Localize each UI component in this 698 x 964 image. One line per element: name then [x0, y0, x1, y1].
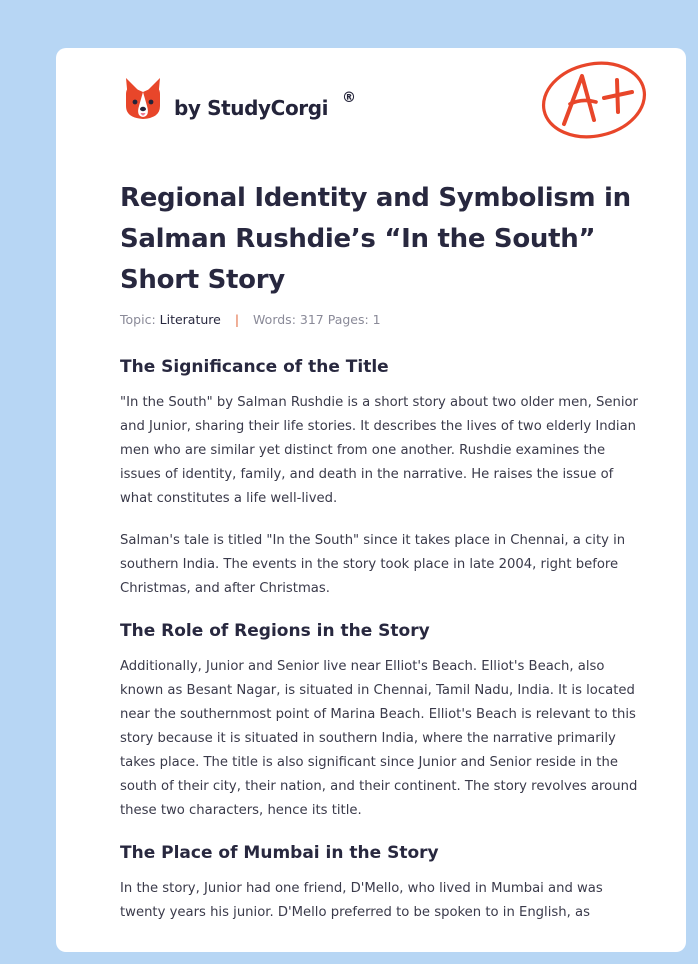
document-meta — [120, 312, 381, 327]
page-count: Pages: 1 — [327, 312, 381, 327]
meta-separator: | — [234, 312, 240, 327]
paragraph: Salman's tale is titled "In the South" since it takes place in Chennai, a city in southern India. The events in the story took place in late 2004, right before Christmas, and after Christmas. — [120, 533, 626, 596]
topic-label: Topic: — [120, 312, 156, 327]
word-count: Words: 317 — [253, 312, 324, 327]
paragraph: "In the South" by Salman Rushdie is a short story about two older men, Senior and Junior, sharing their life stories. It describes the lives of two elderly Indian men who are similar yet distinct from one another. Rushdie examines the issues of identity, family, and death in the narrative. He raises the issue of what constitutes a life well-lived. — [120, 395, 638, 506]
section-heading: The Role of Regions in the Story — [120, 621, 430, 641]
a-plus-grade-icon — [538, 58, 650, 146]
document-title: Regional Identity and Symbolism in Salman Rushdie’s “In the South” Short Story — [120, 183, 631, 295]
brand-name[interactable]: by StudyCorgi — [174, 96, 329, 120]
section-heading: The Place of Mumbai in the Story — [120, 843, 439, 863]
paragraph: In the story, Junior had one friend, D'Mello, who lived in Mumbai and was twenty years his junior. D'Mello preferred to be spoken to in English, as — [120, 881, 603, 920]
section-heading: The Significance of the Title — [120, 357, 389, 377]
paragraph: Additionally, Junior and Senior live near Elliot's Beach. Elliot's Beach, also known as Besant Nagar, is situated in Chennai, Tamil Nadu, India. It is located near the southernmost point of Marina Beach. Elliot's Beach is relevant to this story because it is situated in southern India, where the narrative primarily takes place. The title is also significant since Junior and Senior reside in the south of their city, their nation, and their continent. The story revolves around these two characters, hence its title. — [120, 659, 638, 818]
registered-mark: ® — [342, 90, 356, 106]
topic-link[interactable]: Literature — [159, 312, 221, 327]
document-page — [56, 48, 686, 952]
corgi-logo-icon[interactable] — [122, 76, 164, 122]
